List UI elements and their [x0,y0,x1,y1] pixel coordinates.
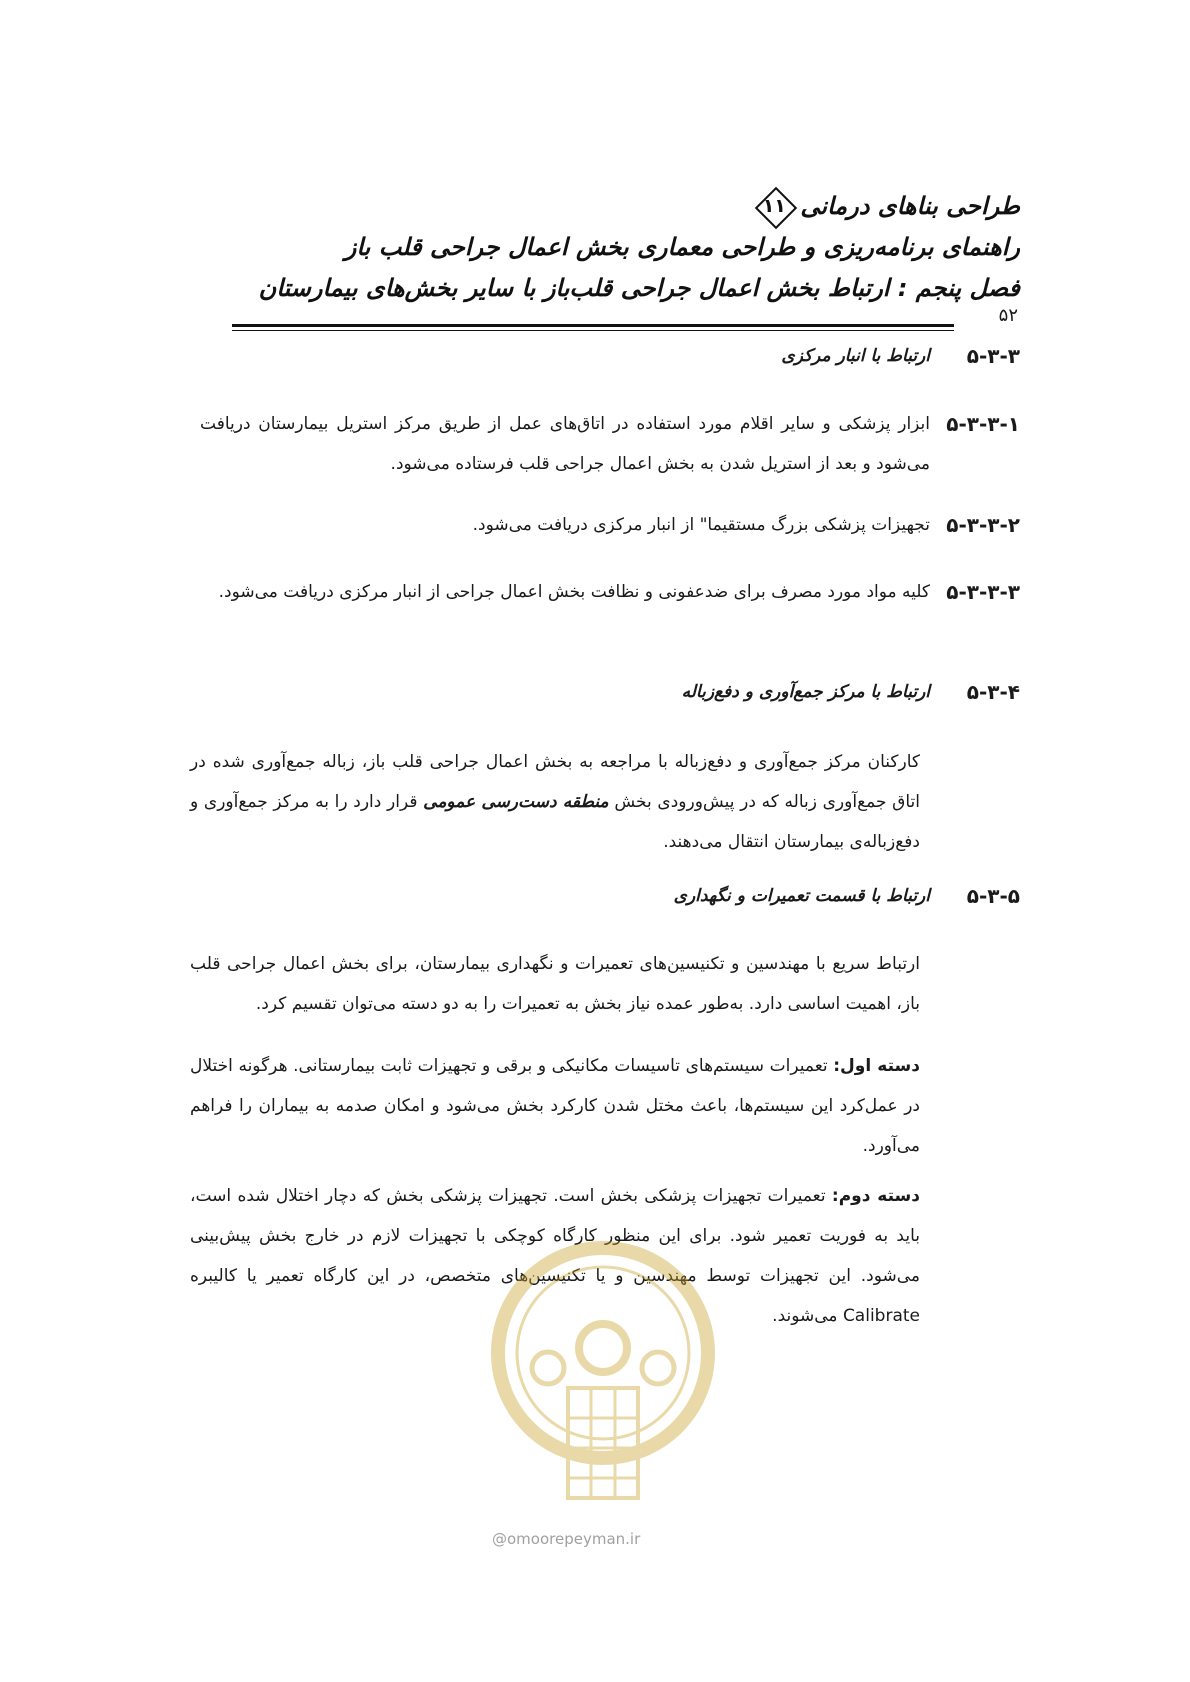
book-series-title [754,186,1020,226]
paragraph-waste [190,742,920,862]
watermark-building [568,1388,638,1498]
category-text: تعمیرات سیستم‌های تاسیسات مکانیکی و برقی و تجهیزات ثابت بیمارستانی. هرگونه اختلال در عمل‌کرد این سیستم‌ها، باعث مختل شدن کارکرد بخش می‌شود و امکان صدمه به بیماران را فراهم می‌آورد. [190,1056,920,1156]
section-number: ۵-۳-۴ [966,680,1020,704]
category-label: دسته دوم: [831,1186,920,1206]
section-heading [682,672,1020,712]
list-item [200,572,1020,612]
chapter-title: فصل پنجم : ارتباط بخش اعمال جراحی قلب‌باز با سایر بخش‌های بیمارستان [258,274,1020,302]
watermark-scale-icon [532,1352,564,1384]
emphasized-term: منطقه دست‌رسی عمومی [423,792,609,812]
list-item [200,505,1020,545]
watermark-tool-icon [642,1352,674,1384]
category-text: تعمیرات تجهیزات پزشکی بخش است. تجهیزات پزشکی بخش که دچار اختلال شده است، باید به فوریت تعمیر شود. برای این منظور کارگاه کوچکی با تجهیزات لازم در خارج بخش پیش‌بینی می‌شود. این تجهیزات توسط مهندسین و یا تکنیسین‌های متخصص، در این کارگاه تعمیر یا کالیبره Calibrate می‌شوند. [190,1186,920,1326]
section-number: ۵-۳-۳ [966,344,1020,368]
section-title: ارتباط با مرکز جمع‌آوری و دفع‌زباله [681,682,930,702]
section-number: ۵-۳-۵ [966,884,1020,908]
paragraph-text: قرار دارد را به مرکز جمع‌آوری و دفع‌زباله‌ی بیمارستان انتقال می‌دهند. [190,792,920,852]
book-subtitle: راهنمای برنامه‌ریزی و طراحی معماری بخش اعمال جراحی قلب باز [344,233,1020,261]
header-divider-thin [232,330,954,331]
watermark-ring [498,1248,708,1458]
section-heading [674,876,1020,916]
section-title: ارتباط با انبار مرکزی [781,346,930,366]
watermark-gear-icon [579,1324,627,1372]
paragraph-maintenance: ارتباط سریع با مهندسین و تکنیسین‌های تعمیرات و نگهداری بیمارستان، برای بخش اعمال جراحی قلب باز، اهمیت اساسی دارد. به‌طور عمده نیاز بخش به تعمیرات را به دو دسته می‌توان تقسیم کرد. [190,954,920,1014]
watermark-logo [478,1218,728,1518]
series-title-text: طراحی بناهای درمانی [800,192,1020,220]
section-title: ارتباط با قسمت تعمیرات و نگهداری [673,886,930,906]
header-divider-thick [232,324,954,327]
category-label: دسته اول: [833,1056,920,1076]
section-heading [781,336,1020,376]
page-number: ۵۲ [998,305,1018,326]
item-text: ابزار پزشکی و سایر اقلام مورد استفاده در اتاق‌های عمل از طریق مرکز استریل بیمارستان دریافت می‌شود و بعد از استریل شدن به بخش اعمال جراحی قلب فرستاده می‌شود. [200,414,930,474]
item-number: ۵-۳-۳-۲ [946,513,1020,537]
item-number: ۵-۳-۳-۱ [946,412,1020,436]
paragraph-text: کارکنان مرکز جمع‌آوری و دفع‌زباله با مراجعه به بخش اعمال جراحی قلب باز، زباله جمع‌آوری شده در اتاق جمع‌آوری زباله که در پیش‌ورودی بخش [190,752,920,812]
watermark-text: @omoorepeyman.ir [492,1530,641,1548]
item-text: کلیه مواد مورد مصرف برای ضدعفونی و نظافت بخش اعمال جراحی از انبار مرکزی دریافت می‌شود. [218,582,930,602]
paragraph-category-1 [190,1046,920,1166]
item-text: تجهیزات پزشکی بزرگ مستقیما" از انبار مرکزی دریافت می‌شود. [472,515,930,535]
list-item [200,404,1020,484]
volume-badge [754,186,794,226]
item-number: ۵-۳-۳-۳ [946,580,1020,604]
volume-number: ۱۱ [762,195,786,217]
